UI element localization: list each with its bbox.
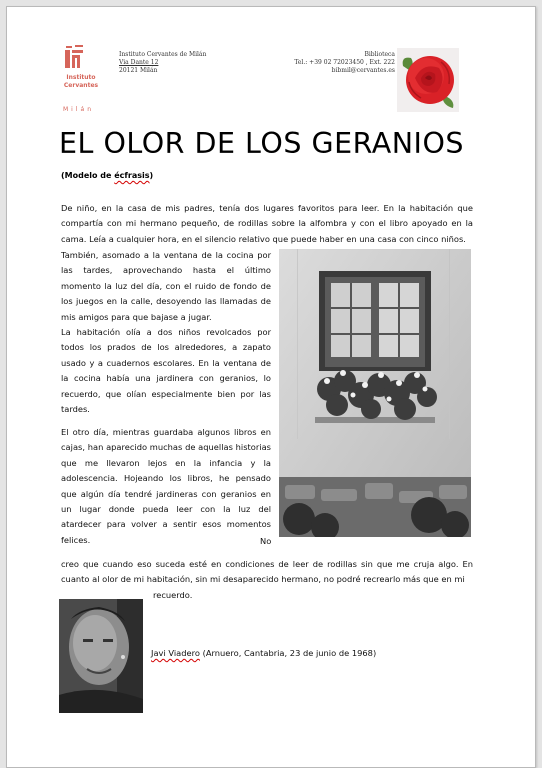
author-name: Javi Viadero [151, 648, 200, 658]
contact-line2: Tel.: +39 02 72023450 , Ext. 222 [294, 59, 395, 66]
institute-address [119, 51, 206, 75]
author-signature [151, 648, 376, 658]
paragraph-1-continued: También, asomado a la ventana de la cocina por las tardes, aprovechando hasta el último momento la luz del día, con el ruido de fondo de los juegos en la calle, desoyendo las llamadas de mis amigos para que bajase a jugar. [61, 250, 271, 322]
red-rose-image [397, 48, 459, 112]
address-line1: Instituto Cervantes de Milán [119, 51, 207, 58]
paragraph-3-last-line: recuerdo. [153, 590, 193, 600]
contact-line3: bibmil@cervantes.es [331, 67, 395, 74]
subtitle-prefix: (Modelo de [61, 171, 115, 180]
author-portrait-photo [59, 599, 143, 713]
logo-name-line2: Cervantes [63, 82, 99, 89]
logo-name-line1: Instituto [66, 74, 96, 81]
subtitle-term: écfrasis [114, 171, 150, 180]
paragraph-2: La habitación olía a dos niños revolcados por todos los prados de los alrededores, a zapato usado y a cuadernos escolares. En la ventana de la cocina había una jardinera con geranios, lo recuerdo, que olían especialmente bien por las tardes. [61, 327, 271, 415]
paragraph-3-tail: No [260, 536, 272, 546]
logo-name [61, 74, 101, 90]
logo-city: Milán [63, 106, 94, 113]
window-geraniums-photo [279, 249, 471, 537]
document-page [6, 6, 536, 768]
contact-line1: Biblioteca [364, 51, 395, 58]
paragraph-1: De niño, en la casa de mis padres, tenía dos lugares favoritos para leer. En la habitación que compartía con mi hermano pequeño, de rodillas sobre la alfombra y con el libro apoyado en la cama. Leía a cualquier hora, en el silencio relativo que puede haber en una casa con cinco niños. [61, 203, 473, 244]
address-line2: Via Dante 12 [119, 59, 159, 66]
document-title: EL OLOR DE LOS GERANIOS [59, 127, 464, 160]
cervantes-logo-icon [63, 45, 85, 69]
paragraph-3-continued: creo que cuando eso suceda esté en condiciones de leer de rodillas sin que me cruja algo. En cuanto al olor de mi habitación, sin mi desaparecido hermano, no podré recrearlo más que en mi [61, 559, 473, 585]
document-subtitle [61, 171, 153, 180]
library-contact [267, 51, 395, 75]
paragraph-3: El otro día, mientras guardaba algunos libros en cajas, han aparecido muchas de aquellas historias que me llevaron lejos en la infancia y la adolescencia. Hojeando los libros, he pensado que algún día tendré jardineras con geranios en un lugar donde pueda leer con la luz del atardecer para volver a sentir esos momentos felices. [61, 427, 271, 545]
subtitle-suffix: ) [149, 171, 154, 180]
address-line3: 20121 Milán [119, 67, 158, 74]
author-place-date: (Arnuero, Cantabria, 23 de junio de 1968) [199, 648, 377, 658]
